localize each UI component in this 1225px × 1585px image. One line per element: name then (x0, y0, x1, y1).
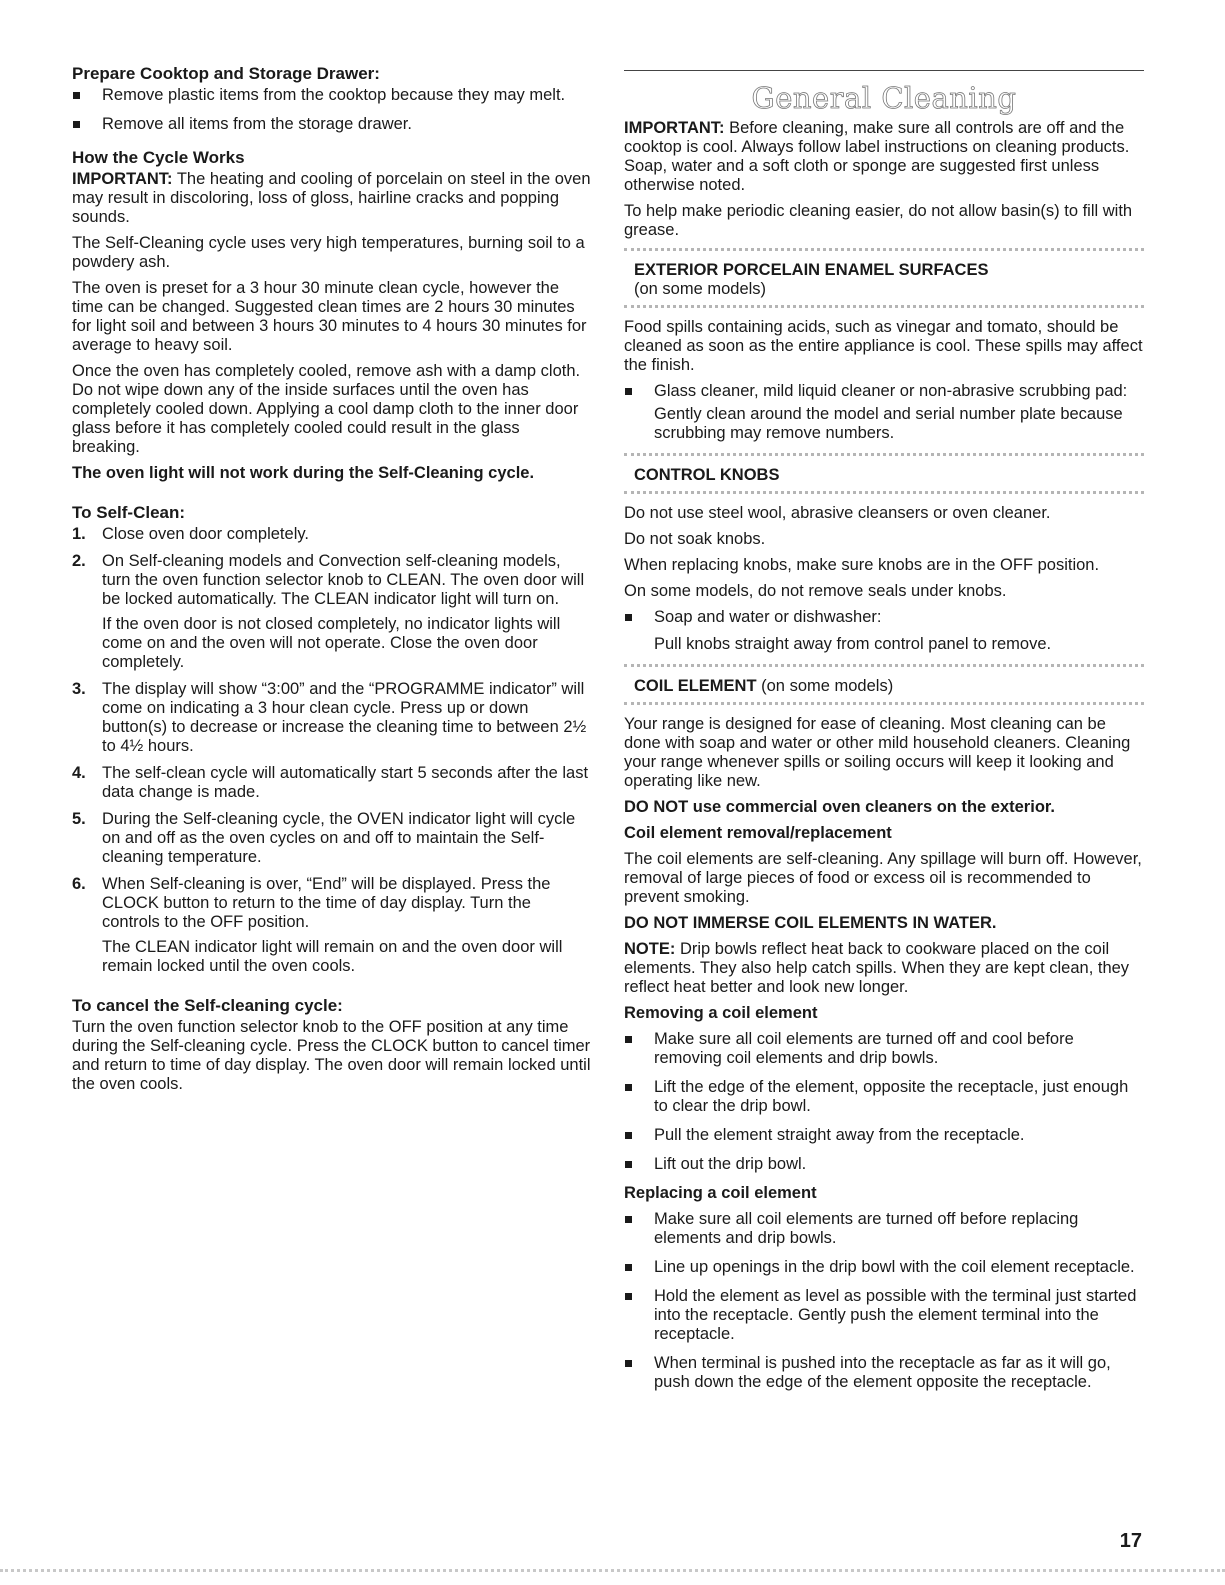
list-item: Remove all items from the storage drawer. (72, 115, 592, 134)
cycle-heading: How the Cycle Works (72, 148, 245, 167)
removing-list (624, 1030, 1144, 1174)
knobs-paragraph: Do not use steel wool, abrasive cleansers or oven cleaner. (624, 504, 1051, 522)
cancel-heading: To cancel the Self-cleaning cycle: (72, 996, 343, 1015)
coil-section-header (624, 664, 1144, 705)
cycle-paragraph: Once the oven has completely cooled, remove ash with a damp cloth. Do not wipe down any of the inside surfaces until the oven has completely cooled down. Applying a cool damp cloth to the inner door glass before it has completely cooled could result in the glass breaking. (72, 362, 581, 456)
coil-text: The coil elements are self-cleaning. Any spillage will burn off. However, removal of large pieces of food or excess oil is recommended to prevent smoking. (624, 850, 1142, 906)
list-item: Lift out the drip bowl. (624, 1155, 1144, 1174)
self-clean-heading: To Self-Clean: (72, 503, 186, 522)
right-column (624, 70, 1144, 1402)
prepare-heading: Prepare Cooktop and Storage Drawer: (72, 64, 380, 83)
basin-note: To help make periodic cleaning easier, do not allow basin(s) to fill with grease. (624, 202, 1133, 239)
list-item: Hold the element as level as possible with the terminal just started into the receptacle. Gently push the element terminal into the receptacle. (624, 1287, 1144, 1344)
important-note: IMPORTANT: Before cleaning, make sure all controls are off and the cooktop is cool. Always follow label instructions on cleaning products. Soap, water and a soft cloth or sponge are suggested first unless otherwise noted. (624, 119, 1130, 194)
coil-title-line: COIL ELEMENT (on some models) (634, 677, 894, 695)
removing-heading: Removing a coil element (624, 1004, 818, 1022)
list-item: Line up openings in the drip bowl with the coil element receptacle. (624, 1258, 1144, 1277)
exterior-list (624, 382, 1144, 443)
section-title: General Cleaning (751, 81, 1017, 115)
coil-subheading: Coil element removal/replacement (624, 824, 892, 842)
cycle-paragraph: The Self-Cleaning cycle uses very high temperatures, burning soil to a powdery ash. (72, 234, 585, 271)
note: NOTE: Drip bowls reflect heat back to cookware placed on the coil elements. They also help catch spills. When they are kept clean, they reflect heat better and look new longer. (624, 940, 1130, 996)
cycle-important: IMPORTANT: The heating and cooling of porcelain on steel in the oven may result in discoloring, loss of gloss, hairline cracks and popping sounds. (72, 170, 591, 226)
coil-warning: DO NOT IMMERSE COIL ELEMENTS IN WATER. (624, 914, 997, 932)
exterior-subtitle: (on some models) (634, 280, 767, 298)
exterior-section-header (624, 248, 1144, 308)
page-number: 17 (1119, 1530, 1142, 1552)
knobs-paragraph: On some models, do not remove seals under knobs. (624, 582, 1007, 600)
exterior-title: EXTERIOR PORCELAIN ENAMEL SURFACES (634, 261, 989, 279)
cycle-warning: The oven light will not work during the Self-Cleaning cycle. (72, 464, 535, 482)
coil-warning: DO NOT use commercial oven cleaners on the exterior. (624, 798, 1055, 816)
top-rule (624, 70, 1144, 71)
knobs-section-header (624, 453, 1144, 494)
knobs-list (624, 608, 1144, 654)
list-item: When terminal is pushed into the receptacle as far as it will go, push down the edge of the element opposite the receptacle. (624, 1354, 1144, 1392)
prepare-list (72, 86, 592, 134)
list-item: Make sure all coil elements are turned off before replacing elements and drip bowls. (624, 1210, 1144, 1248)
step-item: 1. Close oven door completely. (72, 525, 309, 543)
exterior-text: Food spills containing acids, such as vinegar and tomato, should be cleaned as soon as the entire appliance is cool. These spills may affect the finish. (624, 318, 1143, 374)
list-item: Soap and water or dishwasher: Pull knobs straight away from control panel to remove. (624, 608, 1144, 654)
knobs-paragraph: When replacing knobs, make sure knobs are in the OFF position. (624, 556, 1100, 574)
self-clean-steps (72, 525, 592, 976)
cycle-paragraph: The oven is preset for a 3 hour 30 minute clean cycle, however the time can be changed. Suggested clean times are 2 hours 30 minutes for light soil and between 3 hours 30 minutes to 4 hours 30 minutes for average to heavy soil. (72, 279, 587, 354)
step-item: 4. The self-clean cycle will automatically start 5 seconds after the last data change is made. (72, 764, 589, 801)
list-item: Remove plastic items from the cooktop because they may melt. (72, 86, 592, 105)
list-item: Make sure all coil elements are turned off and cool before removing coil elements and drip bowls. (624, 1030, 1144, 1068)
bottom-rule (0, 1569, 1225, 1572)
step-item: 6. When Self-cleaning is over, “End” will be displayed. Press the CLOCK button to return to the time of day display. Turn the controls to the OFF position. The CLEAN indicator light will remain on and the oven door will remain locked until the oven cools. (72, 875, 563, 975)
list-item: Lift the edge of the element, opposite the receptacle, just enough to clear the drip bowl. (624, 1078, 1144, 1116)
replacing-list (624, 1210, 1144, 1392)
knobs-title: CONTROL KNOBS (634, 466, 780, 484)
list-item: Glass cleaner, mild liquid cleaner or non-abrasive scrubbing pad: Gently clean around the model and serial number plate because scrubbing may remove numbers. (624, 382, 1144, 443)
step-item: 3. The display will show “3:00” and the “PROGRAMME indicator” will come on indicating a 3 hour clean cycle. Press up or down button(s) to decrease or increase the cleaning time to between 2½ to 4½ hours. (72, 680, 587, 755)
replacing-heading: Replacing a coil element (624, 1184, 817, 1202)
coil-intro: Your range is designed for ease of cleaning. Most cleaning can be done with soap and water or other mild household cleaners. Cleaning your range whenever spills or soiling occurs will keep it looking and operating like new. (624, 715, 1131, 790)
cancel-text: Turn the oven function selector knob to the OFF position at any time during the Self-cleaning cycle. Press the CLOCK button to cancel timer and return to time of day display. The oven door will remain locked until the oven cools. (72, 1018, 591, 1093)
knobs-paragraph: Do not soak knobs. (624, 530, 766, 548)
step-item: 5. During the Self-cleaning cycle, the OVEN indicator light will cycle on and off as the oven cycles on and off to maintain the Self-cleaning temperature. (72, 810, 576, 866)
list-item: Pull the element straight away from the receptacle. (624, 1126, 1144, 1145)
left-column (72, 64, 592, 1101)
step-item: 2. On Self-cleaning models and Convection self-cleaning models, turn the oven function selector knob to CLEAN. The oven door will be locked automatically. The CLEAN indicator light will turn on. If the oven door is not closed completely, no indicator lights will come on and the oven will not operate. Close the oven door completely. (72, 552, 585, 671)
